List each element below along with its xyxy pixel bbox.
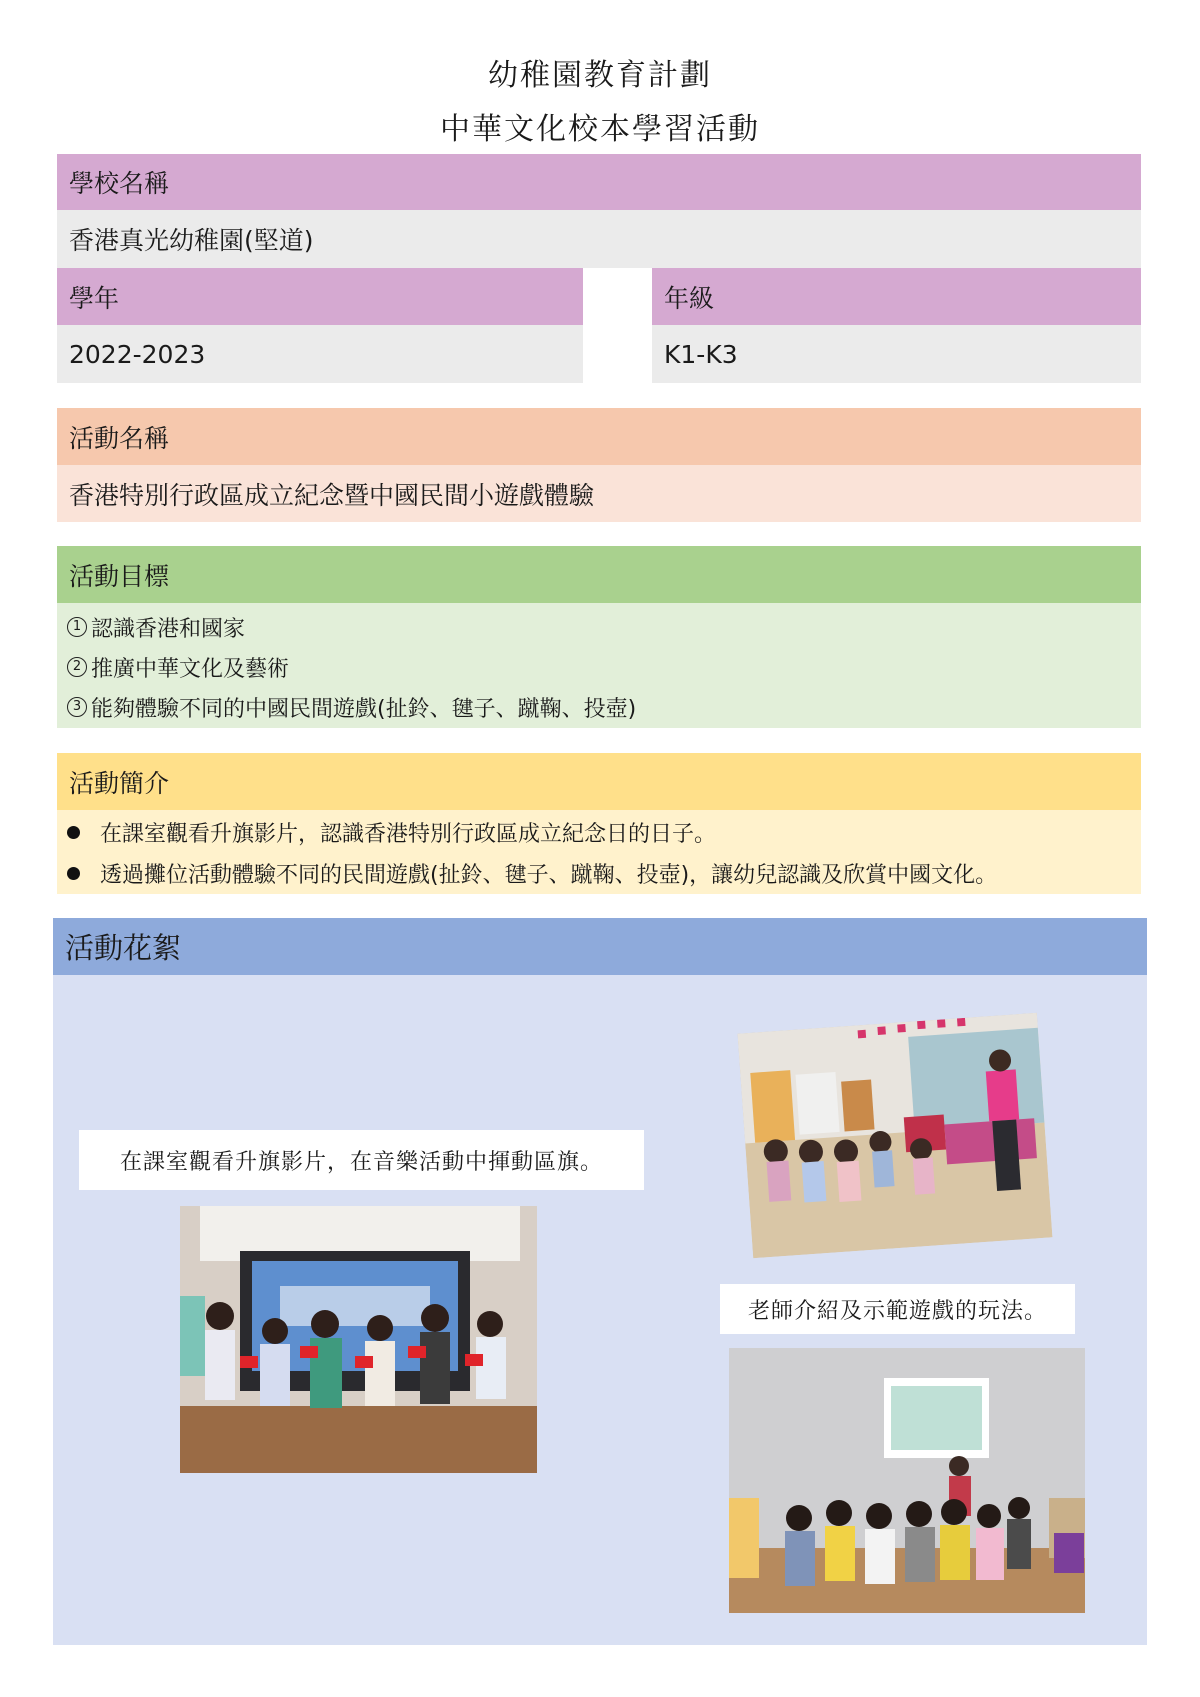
intro-text: 透過攤位活動體驗不同的民間遊戲(扯鈴、毽子、蹴鞠、投壺)，讓幼兒認識及欣賞中國文化。 (100, 862, 998, 888)
document-subtitle: 中華文化校本學習活動 (440, 112, 760, 147)
grade-label: 年級 (652, 268, 1141, 325)
school-value: 香港真光幼稚園(堅道) (57, 210, 1141, 268)
objective-item (57, 608, 1141, 646)
objective-item (57, 648, 1141, 686)
objective-text: 能夠體驗不同的中國民間遊戲(扯鈴、毽子、蹴鞠、投壺) (91, 696, 637, 722)
objective-text: 推廣中華文化及藝術 (91, 656, 290, 682)
photo-teacher-explaining-game (738, 1013, 1053, 1258)
intro-text: 在課室觀看升旗影片，認識香港特別行政區成立紀念日的日子。 (100, 821, 717, 847)
highlights-label: 活動花絮 (53, 918, 1147, 975)
intro-label: 活動簡介 (57, 753, 1141, 810)
photo-children-waving-flags (180, 1206, 537, 1473)
bullet-icon (67, 826, 80, 839)
objective-number: 1 (67, 617, 87, 637)
intro-item (57, 854, 1141, 892)
objective-number: 2 (67, 657, 87, 677)
objective-item (57, 688, 1141, 726)
photo-caption-2: 老師介紹及示範遊戲的玩法。 (720, 1284, 1075, 1334)
year-label: 學年 (57, 268, 583, 325)
year-value: 2022-2023 (57, 325, 583, 383)
photo-caption-1: 在課室觀看升旗影片，在音樂活動中揮動區旗。 (79, 1130, 644, 1190)
activity-name-value: 香港特別行政區成立紀念暨中國民間小遊戲體驗 (57, 465, 1141, 522)
activity-name-label: 活動名稱 (57, 408, 1141, 465)
objectives-label: 活動目標 (57, 546, 1141, 603)
objective-text: 認識香港和國家 (91, 616, 246, 642)
intro-item (57, 813, 1141, 851)
objective-number: 3 (67, 697, 87, 717)
document-title: 幼稚園教育計劃 (488, 58, 712, 93)
photo-children-watching-screen (729, 1348, 1085, 1613)
bullet-icon (67, 867, 80, 880)
grade-value: K1-K3 (652, 325, 1141, 383)
school-label: 學校名稱 (57, 154, 1141, 210)
